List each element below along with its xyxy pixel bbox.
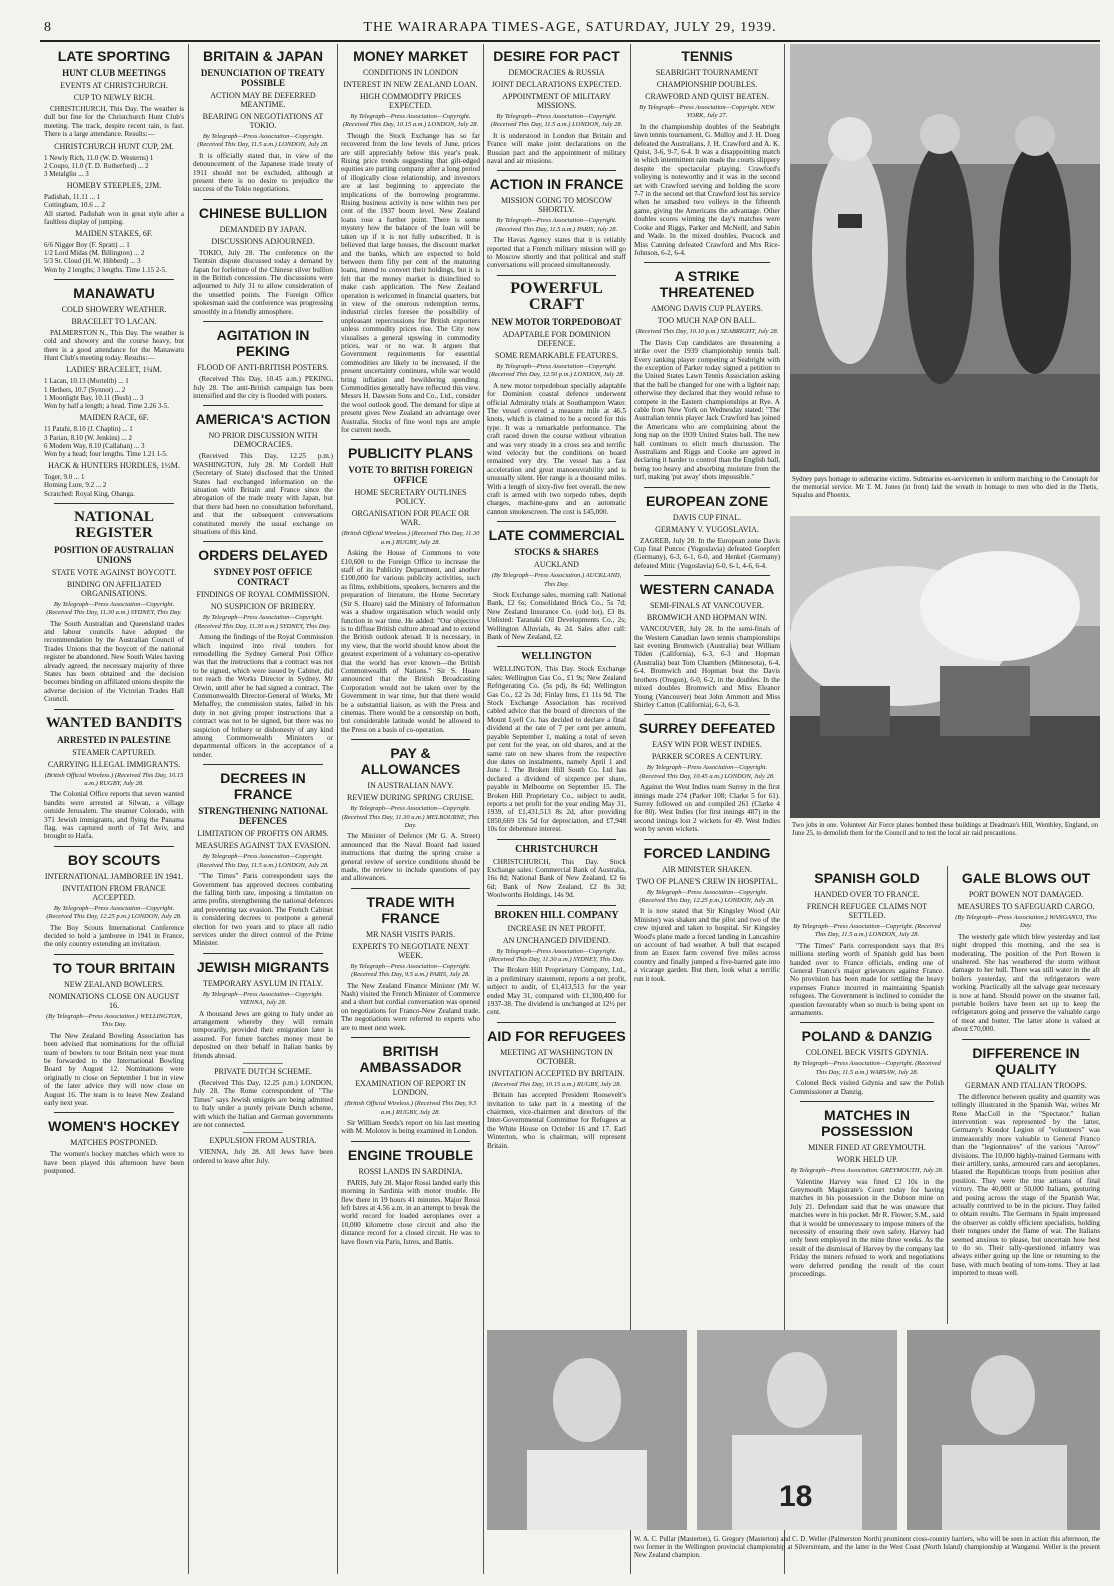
- headline: POLAND & DANZIG: [801, 1028, 933, 1045]
- photo-harrier-pullar: [487, 1330, 687, 1530]
- deck: INCREASE IN NET PROFIT.: [507, 923, 606, 933]
- deck: APPOINTMENT OF MILITARY MISSIONS.: [502, 92, 611, 110]
- divider: [203, 541, 323, 542]
- deck: DAVIS CUP FINAL.: [672, 512, 742, 522]
- credit-line: (British Official Wireless.) (Received This Day, 10.15 a.m.) RUGBY, July 28.: [44, 771, 184, 787]
- headline: MANAWATU: [73, 284, 155, 301]
- race-result: 1 Lacan, 10.13 (Mortelth) ... 1: [44, 377, 129, 386]
- credit-line: By Telegraph—Press Association—Copyright. (Received This Day, 11.30 a.m.) SYDNEY, This Day.: [488, 947, 625, 963]
- article-text: The South Australian and Queensland trades and labour councils have adopted the recommendation by the Australian Council of Trades Unions that the boycott of the national register be abandoned. New South Wales having already agreed, the necessary majority of three States has been obtained and the decision becomes binding on affiliated unions despite the adverse decision of the Victorian Trades Hall Council.: [44, 619, 184, 704]
- deck: PARKER SCORES A CENTURY.: [651, 752, 763, 762]
- deck: INTEREST IN NEW ZEALAND LOAN.: [343, 80, 478, 89]
- headline: PAY & ALLOWANCES: [360, 745, 461, 778]
- article-text: PARIS, July 28. Major Rossi landed early this morning in Sardinia with motor trouble. He flew there in 19 hours 41 minutes. Major Rossi left Istres at 4.56 a.m. in an attempt to break the world record for loaded aeroplanes over a 10,000 kilometre close circuit and also the distance record for a closed circuit. He was to have flown via Paris, Istres, and Battis.: [341, 1178, 480, 1246]
- bombing-photo-image: [790, 516, 1100, 818]
- deck: JOINT DECLARATIONS EXPECTED.: [491, 80, 622, 89]
- deck: CONDITIONS IN LONDON: [362, 68, 459, 77]
- headline: A STRIKE THREATENED: [659, 268, 755, 301]
- harrier-portrait-image: [487, 1330, 687, 1530]
- article-text: The Havas Agency states that it is reliably reported that a French military mission will go to Moscow shortly and that political and staff conversations will proceed simultaneously.: [487, 236, 626, 270]
- article-text: The New Zealand Finance Minister (Mr W. Nash) visited the French Minister of Commerce and a short but cordial conversation was opened on negotiations for Franco-New Zealand trade. The negotiations were referred to experts who are to meet next week.: [341, 981, 480, 1032]
- race-result: Toger, 9.0 ... 1: [44, 473, 85, 482]
- article-text: "The Times" Paris correspondent says that 8½ millions sterling worth of Spanish gold has been handed over to France officials, ending one of General Franco's major grievances against France. No provision has been made for settling the heavy expenses France incurred in maintaining Spanish refugees. The Government is inclined to consider the question favourably when so much is being spent on armaments.: [790, 941, 944, 1018]
- headline: AGITATION IN PEKING: [216, 327, 310, 360]
- race-result: 3 Metalglin ... 3: [44, 170, 89, 179]
- article-text: WELLINGTON, This Day. Stock Exchange sales: Wellington Gas Co., £1 9s; New Zealand Refrigerating Co. (5s pd), 8s 6d; Wellington Gas Co., £2 2s 3d; Finlay Inns, £1 11s 9d. The Stock Exchange Association has received cabled advice that the board of directors of the Mount Lyell Co. has decided to declare a final dividend at the rate of 7 per cent per annum, payable September 1, making a total of seven per cent for the year, on old shares, and at the same rate on new shares from the respective due dates on instalments, namely April 1 and June 1. The Broken Hill South Co. Ltd has declared a dividend of sixpence per share, payable in Melbourne on September 15. The Broken Hill Proprietary Co., subject to audit, reports a net profit for the year ending May 31, 1939, of £1,431,513 8s 2d, after providing £850,669 13s 5d for depreciation, and £7,948 10s for debenture interest.: [487, 665, 626, 834]
- race-result: Won by 2 lengths; 3 lengths. Time 1.15 2-5.: [44, 265, 167, 274]
- race-result: 11 Patahi, 8.10 (J. Chaplin) ... 1: [44, 425, 133, 434]
- race-result: All started. Padishah won in great style after a faultless display of jumping.: [44, 209, 184, 226]
- deck: REVIEW DURING SPRING CRUISE.: [347, 793, 474, 803]
- race-result: Won by half a length; a head. Time 2.26 3-5.: [44, 402, 170, 411]
- race-result: 1 Moonlight Bay, 10.11 (Bush) ... 3: [44, 393, 144, 402]
- divider: [203, 199, 323, 200]
- article-text: The Minister of Defence (Mr G. A. Street) announced that the Naval Board had issued instructions that during the spring cruise a general review of service conditions should be made, the review to include questions of pay and allowances.: [341, 832, 480, 883]
- article-text: It is understood in London that Britain and France will make joint declarations on the Russian pact and the appointment of military naval and air missions.: [487, 131, 626, 166]
- column-5: [634, 44, 780, 1334]
- deck: ADAPTABLE FOR DOMINION DEFENCE.: [502, 329, 611, 348]
- photo-sydney-march: [790, 44, 1100, 472]
- divider: [243, 1063, 283, 1064]
- article-text: Among the findings of the Royal Commission which inquired into rival tenders for remodelling the Sydney General Post Office was that the instructions that a contract was not to be signed, which were issued by Cabinet, did not reach the Works Director in Sydney, Mr Orwin, until after he had signed a contract. The Commonwealth Director-General of Works, Mr Mehaffey, the commission states, failed in his duty in not giving proper instructions that a contract was not to be signed, but there was no suspicion of bribery or dishonesty of any kind among Commonwealth Ministers or departmental officers in the acceptance of a tender.: [193, 633, 333, 759]
- photo-harrier-gregory: [697, 1330, 897, 1530]
- headline: LATE SPORTING: [57, 48, 171, 64]
- race-result: Won by a head; four lengths. Time 1.21 1-5.: [44, 449, 168, 458]
- article-text: VANCOUVER, July 28. In the semi-finals of the Western Canadian lawn tennis championships last evening Bromwich (Australia) beat William Tilden (California), 6-3, 6-3 and Hopman (Australia) beat Tom Chambers (Minnesota), 6-4, 6-4. Bromwich and Hopman beat the Davis brothers (Oregon), 6-0, 6-2, in the doubles. In the mixed doubles Bromwich and Miss Eleanor Young (Vancouver) beat John Ammott and Miss Shirley Catton (California), 6-3, 6-3.: [634, 625, 780, 709]
- credit-line: By Telegraph—Press Association—Copyright. NEW YORK, July 27.: [639, 104, 775, 120]
- subheadline: DENUNCIATION OF TREATY POSSIBLE: [200, 68, 326, 88]
- column-rule: [947, 866, 948, 1324]
- deck: HOME SECRETARY OUTLINES POLICY.: [354, 488, 467, 507]
- credit-line: By Telegraph—Press Association—Copyright. (Received This Day, 11.5 a.m.) WARSAW, July 28.: [793, 1060, 941, 1076]
- divider: [497, 521, 616, 522]
- deck: AUCKLAND: [534, 560, 579, 570]
- credit-line: By Telegraph—Press Association—Copyright. (Received This Day, 11.30 a.m.) SYDNEY, This Day.: [195, 614, 331, 630]
- newspaper-title: THE WAIRARAPA TIMES-AGE, SATURDAY, JULY 29, 1939.: [363, 20, 777, 35]
- article-text: Valentine Harvey was fined £2 10s in the Greymouth Magistrate's Court today for having matches in his possession in the Dobson mine on July 21. Defendant said that he was unaware that matches were in his pocket. Mr R. Flower, S.M., said that it would be unnecessary to impose miners of the necessity of ensuring their own safety. Harvey had only been employed in the mine three weeks. As the result of the dismissal of Harvey by the company last Friday the miners refused to work and negotiations were deferred pending the result of the court proceedings.: [790, 1177, 944, 1278]
- masthead: [40, 14, 1100, 42]
- headline: POWERFUL CRAFT: [510, 279, 603, 313]
- article-text: A thousand Jews are going to Italy under an arrangement whereby they will remain temporarily, provided their emigration later is assured. For future batches money must be deposited on their behalf in Italian banks by friends abroad.: [193, 1009, 333, 1060]
- article-text: (Received This Day, 10.45 a.m.) PEKING, July 28. The anti-British campaign has been intensified and the city is flooded with posters.: [193, 375, 333, 400]
- headline: TO TOUR BRITAIN: [52, 959, 176, 976]
- deck: COLONEL BECK VISITS GDYNIA.: [805, 1048, 929, 1058]
- deck: TEMPORARY ASYLUM IN ITALY.: [203, 978, 323, 988]
- credit-line: By Telegraph—Press Association—Copyright. (Received This Day, 11.5 a.m.) LONDON, July 28.: [490, 113, 623, 129]
- column-3: [341, 44, 480, 1574]
- race-title: MAIDEN STAKES, 6F.: [75, 229, 153, 239]
- subheadline: SYDNEY POST OFFICE CONTRACT: [213, 567, 313, 588]
- race-result: 2 Coupo, 11.0 (T. D. Rutherford) ... 2: [44, 161, 149, 170]
- headline: BRITAIN & JAPAN: [202, 48, 324, 64]
- deck: INVITATION FROM FRANCE ACCEPTED.: [62, 883, 166, 902]
- divider: [800, 1101, 934, 1102]
- deck: FINDINGS OF ROYAL COMMISSION.: [196, 590, 330, 600]
- deck: CRAWFORD AND QUIST BEATEN.: [645, 92, 769, 101]
- column-2: [193, 44, 333, 1574]
- deck: STATE VOTE AGAINST BOYCOTT.: [51, 567, 177, 577]
- deck: MR NASH VISITS PARIS.: [366, 929, 455, 939]
- credit-line: By Telegraph—Press Association. GREYMOUTH, July 28.: [790, 1167, 944, 1175]
- article-text: (Received This Day, 12.25 p.m.) WASHINGTON, July 28. Mr Cordell Hull (Secretary of State) disclosed that the United States had exchanged information on the situation with Britain and France since the abrogation of the trade treaty with Japan, but that there had been no consultation beforehand, and that the subsequent conversations constituted merely the usual exchange on situations of this kind.: [193, 452, 333, 536]
- headline: SPANISH GOLD: [814, 870, 920, 886]
- headline: LATE COMMERCIAL: [488, 527, 625, 544]
- subheadline: STOCKS & SHARES: [514, 547, 599, 558]
- article-text: The women's hockey matches which were to have been played this afternoon have been postponed.: [44, 1150, 184, 1176]
- deck: NO SUSPICION OF BRIBERY.: [210, 602, 316, 612]
- deck: DEMOCRACIES & RUSSIA: [508, 68, 605, 77]
- deck: SEABRIGHT TOURNAMENT: [655, 68, 759, 77]
- deck: FLOOD OF ANTI-BRITISH POSTERS.: [197, 363, 329, 373]
- divider: [497, 646, 616, 647]
- deck: EASY WIN FOR WEST INDIES.: [652, 740, 762, 750]
- jersey-number: 18: [779, 1480, 813, 1513]
- deck: AN UNCHANGED DIVIDEND.: [502, 935, 611, 945]
- column-rule: [188, 44, 189, 1574]
- headline: DECREES IN FRANCE: [220, 770, 306, 803]
- deck: COLD SHOWERY WEATHER.: [61, 304, 167, 314]
- deck: GERMANY V. YUGOSLAVIA.: [655, 524, 759, 534]
- article-text: Though the Stock Exchange has so far recovered from the low levels of June, prices are still appreciably below this year's peak. Rising price trends suggesting that gilt-edged equities are parting company after a long period of illogically close relationship, and investors are at last beginning to appreciate the implications of the borrowing programme. Rising business activity is now within two per cent of the 1937 boom level. New Zealand loans rose a further point. There is some mystery how the balance of the loan will be taken up if it is not fully subscribed. It is believed that large houses, the discount market and the banks, which are expected to hold between them fifty per cent of the maturing loans, intend to convert their holdings, but it is felt that the money market is disinclined to make cash application. The New Zealand operation is welcomed in financial quarters, but in view of the onerous redemption terms, industrial circles foresee the possibility of unpleasant repercussions for British exporters unless commodity prices rise. The City now visualises a general upswing in commodity prices, war or no war. It argues that Government requirements for essential commodities are likely to be increased, if the present uncertainty continues, while war would bring inflation and bewildering spending. Commodities generally have reflected this view. Messrs H. Dawson Sons and Co., Ltd., consider the wool outlook good. The demand for slipe at present gives New Zealand an advantage over Australia. Stocks of fine wool tops are ample for current needs.: [341, 131, 480, 435]
- column-1: [44, 44, 184, 1574]
- headline: PUBLICITY PLANS: [348, 445, 473, 462]
- divider: [243, 1132, 283, 1133]
- deck: MEETING AT WASHINGTON IN OCTOBER.: [500, 1047, 613, 1066]
- subheadline: HUNT CLUB MEETINGS: [62, 68, 166, 78]
- photo-harrier-weller: [907, 1330, 1100, 1530]
- deck: MATCHES POSTPONED.: [70, 1138, 158, 1148]
- divider: [644, 839, 770, 840]
- article-text: CHRISTCHURCH, This Day. The weather is dull but fine for the Christchurch Hunt Club's meeting. The track, despite recent rain, is fast. There is a large attendance. Results:—: [44, 105, 184, 139]
- credit-line: By Telegraph—Press Association—Copyright. (Received This Day, 12.25 p.m.) LONDON, July 28.: [46, 904, 182, 921]
- deck: MEASURES TO SAFEGUARD CARGO.: [957, 902, 1095, 911]
- deck: DISCUSSIONS ADJOURNED.: [211, 236, 315, 246]
- credit-line: By Telegraph—Press Association—Copyright. (Received This Day, 11.5 a.m.) LONDON, July 28.: [197, 133, 329, 149]
- page-number: 8: [44, 20, 51, 35]
- race-result: Scratched: Royal King, Ohanga.: [44, 489, 135, 498]
- article-text: The Colonial Office reports that seven wanted bandits were arrested at Silwan, a village outside Jerusalem. The steamer Colorado, with 371 Jewish immigrants, and flying the Panama flag, was captured north of Tel Aviv, and brought to Haifa.: [44, 790, 184, 841]
- subheadline: VOTE TO BRITISH FOREIGN OFFICE: [348, 465, 473, 486]
- divider: [351, 888, 470, 889]
- deck: HIGH COMMODITY PRICES EXPECTED.: [359, 92, 462, 110]
- divider: [497, 839, 616, 840]
- credit-line: By Telegraph—Press Association—Copyright. (Received This Day, 12.50 p.m.) LONDON, July 28.: [488, 362, 625, 379]
- deck: EXPERTS TO NEGOTIATE NEXT WEEK.: [352, 941, 469, 960]
- photo-bombed-buildings: [790, 516, 1100, 818]
- photo-caption: Sydney pays homage to submarine victims. Submarine ex-servicemen in uniform marching to the Cenotaph for the memorial service. Mr T. M. Jones (in front) laid the wreath in homage to men who died in the Thetis, Squalus and Phoenix.: [792, 476, 1098, 499]
- deck: CUP TO NEWLY RICH.: [73, 93, 155, 102]
- race-result: 1 Hethers, 10.7 (Synnot) ... 2: [44, 385, 126, 394]
- article-text: CHRISTCHURCH, This Day. Stock Exchange sales: Commercial Bank of Australia, 16s 8d; National Bank of New Zealand, £2 6s 6d; Bank of New Zealand, £2 8s 3d; Woolworths Holdings, 14s 9d.: [487, 857, 626, 900]
- column-6b: [952, 866, 1100, 1324]
- deck: AMONG DAVIS CUP PLAYERS.: [651, 304, 763, 314]
- headline: NATIONAL REGISTER: [74, 508, 154, 541]
- column-6a: [790, 866, 944, 1324]
- deck: BEARING ON NEGOTIATIONS AT TOKIO.: [202, 112, 324, 130]
- race-result: 1 Newly Rich, 11.0 (W. D. Westerns) 1: [44, 153, 154, 162]
- divider: [54, 1112, 174, 1113]
- deck: FRENCH REFUGEE CLAIMS NOT SETTLED.: [806, 902, 928, 920]
- column-rule: [483, 44, 484, 1574]
- deck: IN AUSTRALIAN NAVY.: [367, 781, 454, 791]
- deck: MISSION GOING TO MOSCOW SHORTLY.: [500, 196, 613, 215]
- divider: [497, 905, 616, 906]
- article-text: (Received This Day, 12.25 p.m.) LONDON, July 28. The Rome correspondent of "The Times" says Jewish emigrés are being admitted to Italy under a purely private Dutch scheme, with which the Italian and German governments are not connected.: [193, 1079, 333, 1130]
- deck: NOMINATIONS CLOSE ON AUGUST 16.: [48, 991, 180, 1010]
- headline: GALE BLOWS OUT: [961, 870, 1091, 886]
- article-text: Sir William Seeds's report on his last meeting with M. Molotov is being examined in London.: [341, 1118, 480, 1136]
- deck: BINDING ON AFFILIATED ORGANISATIONS.: [66, 579, 162, 598]
- divider: [54, 709, 174, 710]
- deck: DEMANDED BY JAPAN.: [219, 224, 307, 234]
- subheadline: STRENGTHENING NATIONAL DEFENCES: [198, 806, 328, 827]
- deck: CHAMPIONSHIP DOUBLES.: [656, 80, 758, 89]
- headline: AMERICA'S ACTION: [195, 411, 331, 428]
- deck: STEAMER CAPTURED.: [72, 747, 156, 757]
- deck: WORK HELD UP.: [836, 1155, 898, 1165]
- headline: WANTED BANDITS: [45, 714, 183, 731]
- credit-line: (By Telegraph—Press Association.) WELLINGTON, This Day.: [46, 1012, 182, 1029]
- divider: [644, 487, 770, 488]
- deck: AIR MINISTER SHAKEN.: [662, 864, 752, 874]
- deck: ORGANISATION FOR PEACE OR WAR.: [351, 509, 470, 528]
- headline: BOY SCOUTS: [67, 851, 161, 868]
- credit-line: By Telegraph—Press Association—Copyright. (Received This Day, 10.45 a.m.) LONDON, July 28.: [639, 764, 775, 780]
- headline: FORCED LANDING: [643, 844, 771, 861]
- credit-line: (British Official Wireless.) (Received This Day, 11.30 a.m.) RUGBY, July 28.: [341, 530, 480, 546]
- deck: TWO OF PLANE'S CREW IN HOSPITAL.: [636, 876, 778, 886]
- headline: JEWISH MIGRANTS: [196, 958, 330, 975]
- article-text: It is officially stated that, in view of the denouncement of the Japanese trade treaty of 1911 should not be excluded, although at present there is no desire to prejudice the success of the Tokio negotiations.: [193, 151, 333, 194]
- race-result: 6/6 Nigger Boy (F. Spratt) ... 1: [44, 241, 130, 250]
- article-text: TOKIO, July 28. The conference on the Tientsin dispute discussed today a demand by Japan for forfeiture of the Chinese silver bullion in the British concession. The discussions were adjourned to July 31 to allow consideration of the unsettled points. The Foreign Office spokesman said the conference was progressing smoothly in a friendly atmosphere.: [193, 248, 333, 316]
- headline: MATCHES IN POSSESSION: [821, 1107, 913, 1140]
- subheadline: NEW MOTOR TORPEDOBOAT: [491, 316, 622, 327]
- deck: SOME REMARKABLE FEATURES.: [495, 350, 618, 360]
- credit-line: By Telegraph—Press Association—Copyright. (Received This Day, 11.5 a.m.) PARIS, July 28.: [495, 217, 618, 233]
- race-result: 1/2 Lord Midas (M. Billington) ... 2: [44, 249, 145, 258]
- article-text: A new motor torpedoboat specially adaptable for Dominion coastal defence underwent official Admiralty trials at Southampton Water. The vessel covered a measure mile at 46.5 knots, which is claimed to be a record for this type. It was a remarkable performance. The craft raced down the course without vibration and was very steady in a cross sea and terrific wind velocity but the conditions on board remained very dry. The vessel has a fast acceleration and great manoeuvrability and is unusually silent. Her range is a thousand miles. With a length of sixty-five feet overall, the new craft is armed with two torpedo tubes, depth charges, machine-guns and an automatic cannon smokescreen. The cost is £45,000.: [487, 381, 626, 516]
- photo-caption: Two jobs in one. Volunteer Air Force planes bombed these buildings at Deadman's Hill, Wembley, England, on June 25, to demolish them for the Council and to test the local air raid precautions.: [792, 822, 1098, 837]
- deck: ACTION MAY BE DEFERRED MEANTIME.: [210, 91, 316, 109]
- credit-line: (Received This Day, 10.10 p.m.) SEABRIGHT, July 28.: [635, 328, 779, 336]
- headline: CHINESE BULLION: [198, 204, 328, 221]
- headline: ACTION IN FRANCE: [489, 176, 624, 193]
- race-result: 3 Parian, 8.10 (W. Jenkins) ... 2: [44, 433, 133, 442]
- credit-line: By Telegraph—Press Association—Copyright. (Received This Day, 10.15 a.m.) LONDON, July 28.: [342, 113, 479, 129]
- article-text: The westerly gale which blew yesterday and last night dropped this morning, and the sea is moderating. The position of the Port Bowen is unaltered. She has weathered the storm without damage to her hull. There was still water in the aft boilers yesterday, and the refrigerators were working. Practically all the salvage gear necessary is now at hand. Should power on the steamer fail, portable boilers have been set up to keep the refrigerators going and preserve the valuable cargo of meat and butter. The latter alone is valued at about £70,000.: [952, 932, 1100, 1034]
- divider: [497, 275, 616, 276]
- deck: ROSSI LANDS IN SARDINIA.: [358, 1166, 463, 1176]
- column-rule: [337, 44, 338, 1574]
- credit-line: By Telegraph—Press Association—Copyright. (Received This Day, 9.5 a.m.) PARIS, July 28.: [350, 962, 471, 979]
- headline: ORDERS DELAYED: [198, 547, 328, 564]
- march-photo-image: [790, 44, 1100, 472]
- deck: INVITATION ACCEPTED BY BRITAIN.: [488, 1068, 625, 1078]
- divider: [644, 262, 770, 263]
- credit-line: By Telegraph—Press Association—Copyright. (Received This Day, 11.30 a.m.) MELBOURNE, This Day.: [341, 805, 480, 829]
- credit-line: (British Official Wireless.) (Received This Day, 9.5 a.m.) RUGBY, July 28.: [344, 1100, 477, 1116]
- deck: NO PRIOR DISCUSSION WITH DEMOCRACIES.: [208, 431, 318, 450]
- article-text: The Boy Scouts International Conference decided to hold a jamboree in 1941 in France, the only country extending an invitation.: [44, 923, 184, 949]
- race-title: LADIES' BRACELET, 1¼M.: [66, 365, 162, 375]
- divider: [203, 321, 323, 322]
- divider: [644, 714, 770, 715]
- race-result: Cottingham, 10.6 ... 2: [44, 201, 106, 210]
- race-result: 6 Modern Way, 8.10 (Callahan) ... 3: [44, 441, 145, 450]
- subheadline: CHRISTCHURCH: [515, 843, 598, 855]
- race-title: CHRISTCHURCH HUNT CUP, 2M.: [54, 141, 174, 151]
- headline: MONEY MARKET: [353, 48, 468, 64]
- article-text: Stock Exchange sales, morning call: National Bank, £2 6s; Consolidated Brick Co., 5s 7d; New Zealand Insurance Co. (odd lot), £3 8s. Unlisted: Taranaki Oil Developments Co., 2s; Wellington Alluvials, 4s 2d. Sales after call: Bank of New Zealand, £2.: [487, 591, 626, 642]
- article-text: Colonel Beck visited Gdynia and saw the Polish Commissioner at Danzig.: [790, 1079, 944, 1096]
- article-text: The difference between quality and quantity was tellingly illustrated in the Spanish War, writes Mr Rene MacColl in the "Spectator." Italian intervention was represented by the latter, Germany's Kondor Legion of "volunteers" was immeasurably more valuable to General Franco than the "legionnaires" of the various "Arrow" divisions. The 10,000 highly-trained Germans with their artillery, tanks, armoured cars and aeroplanes, blasted the Republican troops from position after position. They were the true artisans of final victory. The 40,000 or 50,000 Italians, gesturing and posing across the stage of the Spanish War, actually contrived to be in the picture. They failed to obtain results. The Germans in Spain impressed the observer as coldly efficient specialists, holding their tongues under the flame of war. The Italians seemed anxious to please, but uncertain how best to do so. Their tally-questioned infantry was always either going up the line or returning to the base, with much beating of tom-toms. They at last imported to mean well.: [952, 1092, 1100, 1278]
- divider: [497, 1022, 616, 1023]
- credit-line: By Telegraph—Press Association—Copyright. (Received This Day, 12.25 p.m.) LONDON, July 28.: [639, 888, 775, 904]
- credit-line: (By Telegraph—Press Association.) WANGANUI, This Day.: [955, 914, 1097, 930]
- article-text: ZAGREB, July 28. In the European zone Davis Cup final Puncec (Yugoslavia) defeated Goepfert (Germany), 6-3, 6-1, 6-0, and Henkel (Germany) defeated Mitic (Yugoslavia) 6-0, 6-1, 4-6, 6-4.: [634, 536, 780, 570]
- deck: MEASURES AGAINST TAX EVASION.: [195, 841, 331, 851]
- article-text: In the championship doubles of the Seabright lawn tennis tournament, G. Mulloy and J. H. Doeg defeated the Australians, J. H. Crawford and A. K. Quist, 3-6, 9-7, 6-4. It was a disappointing match in which intermittent rain made the courts slippery despite the spectacular playing. Crawford's volleying is noteworthy and it was in the second set with Crawford serving and holding the score 7-7 in the second set that Crawford lost his service when he smashed two volleys in the fifteenth game, giving the Americans the advantage. Other doubles scores winning the day's matches were Cooke and Riggs, Parker and McNeill, and Sabin and Wade. In the mixed doubles, Peacock and Miss Canning defeated Crawford and Mrs Rice-Johnson, 6-2, 6-4.: [634, 122, 780, 257]
- deck: TOO MUCH NAP ON BALL.: [657, 316, 757, 326]
- headline: AID FOR REFUGEES: [487, 1027, 626, 1044]
- divider: [497, 170, 616, 171]
- headline: ENGINE TROUBLE: [347, 1146, 474, 1163]
- deck: PRIVATE DUTCH SCHEME.: [214, 1067, 312, 1076]
- deck: LIMITATION OF PROFITS ON ARMS.: [197, 829, 329, 839]
- credit-line: By Telegraph—Press Association—Copyright. (Received This Day, 11.5 a.m.) LONDON, July 28.: [197, 853, 329, 869]
- deck: BROMWICH AND HOPMAN WIN.: [646, 613, 768, 623]
- credit-line: (Received This Day, 10.15 a.m.) RUGBY, July 28.: [491, 1080, 622, 1088]
- deck: INTERNATIONAL JAMBOREE IN 1941.: [44, 871, 184, 881]
- article-text: Against the West Indies team Surrey in the first innings made 274 (Parker 108; Clarke 5 for 61). Surrey followed on and compiled 261 (Clarke 4 for 80). West Indies (for first innings 487) in the second innings lost 2 wickets for 49. West Indies won by seven wickets.: [634, 783, 780, 834]
- subheadline: BROKEN HILL COMPANY: [494, 909, 619, 921]
- headline: DESIRE FOR PACT: [493, 48, 620, 64]
- headline: SURREY DEFEATED: [638, 720, 776, 737]
- deck: MINER FINED AT GREYMOUTH.: [808, 1143, 926, 1153]
- headline: TRADE WITH FRANCE: [366, 893, 455, 926]
- divider: [203, 764, 323, 765]
- credit-line: By Telegraph—Press Association—Copyright. (Received This Day, 11.30 a.m.) SYDNEY, This Day.: [46, 600, 182, 617]
- article-text: Britain has accepted President Roosevelt's invitation to take part in a meeting of the chairmen, vice-chairmen and directors of the Inter-Governmental Committee for Refugees at the White House on October 16 and 17. Earl Winterton, who is chairman, will represent Britain.: [487, 1091, 626, 1150]
- race-title: MAIDEN RACE, 6F.: [79, 413, 149, 423]
- article-text: VIENNA, July 28. All Jews have been ordered to leave after July.: [193, 1148, 333, 1165]
- deck: NEW ZEALAND BOWLERS.: [63, 979, 165, 989]
- divider: [351, 1141, 470, 1142]
- credit-line: By Telegraph—Press Association—Copyright. VIENNA, July 28.: [202, 990, 324, 1007]
- deck: EXAMINATION OF REPORT IN LONDON.: [355, 1079, 466, 1098]
- article-text: PALMERSTON N., This Day. The weather is cold and showery and the course heavy, but there is a good attendance for the Manawatu Hunt Club's meeting today. Results:—: [44, 328, 184, 363]
- divider: [351, 1037, 470, 1038]
- race-result: Padishah, 11.11 ... 1: [44, 193, 101, 202]
- deck: SEMI-FINALS AT VANCOUVER.: [649, 601, 765, 611]
- deck: BRACELET TO LACAN.: [71, 316, 157, 326]
- race-result: 5/3 St. Cloud (H. W. Hibberd) ... 3: [44, 257, 141, 266]
- deck: EXPULSION FROM AUSTRIA.: [209, 1136, 317, 1146]
- divider: [203, 953, 323, 954]
- deck: PORT BOWEN NOT DAMAGED.: [968, 890, 1084, 899]
- credit-line: (By Telegraph—Press Association.) AUCKLAND, This Day.: [491, 572, 622, 588]
- race-result: Homing Lure, 9.2 ... 2: [44, 481, 107, 490]
- headline: BRITISH AMBASSADOR: [359, 1043, 462, 1076]
- headline: TENNIS: [681, 48, 733, 64]
- deck: EVENTS AT CHRISTCHURCH.: [60, 81, 168, 90]
- divider: [54, 279, 174, 280]
- divider: [203, 405, 323, 406]
- headline: DIFFERENCE IN QUALITY: [972, 1044, 1080, 1077]
- divider: [800, 1022, 934, 1023]
- article-text: The Broken Hill Proprietary Company, Ltd., in a preliminary statement, reports a net profit, subject to audit, of £1,413,513 for the year ended May 31, compared with £1,300,400 for 1937-38. The dividend is unchanged at 12½ per cent.: [487, 966, 626, 1017]
- race-title: HOMEBY STEEPLES, 2JM.: [66, 181, 162, 191]
- credit-line: By Telegraph—Press Association—Copyright. (Received This Day, 11.5 a.m.) LONDON, July 28.: [793, 923, 941, 939]
- deck: HANDED OVER TO FRANCE.: [814, 890, 920, 899]
- divider: [644, 575, 770, 576]
- divider: [962, 1039, 1090, 1040]
- deck: CARRYING ILLEGAL IMMIGRANTS.: [47, 759, 181, 769]
- subheadline: WELLINGTON: [521, 651, 592, 663]
- divider: [351, 739, 470, 740]
- article-text: The Davis Cup candidates are threatening a strike over the 1939 championship tennis ball. Every ranking player competing at Seabright with the exception of Parker today signed a petition to the United States Lawn Tennis Association asking that the ball be changed for one with a lighter nap; otherwise they declared that they would refuse to compete in the Eastern championships at Rye. A cable from New York on Wednesday stated: "The Australian tennis player Jack Crawford has joined the Americans who are complaining about the long nap on the 1939 United States ball. The new ball continues to elicit much discussion. The Australians and Riggs and Cooke are agreed in declaring it harder to control than the English ball, being too heavy and absorbing moisture from the turf, making 'put away' shots impossible.": [634, 338, 780, 482]
- photo-caption: W. A. C. Pullar (Masterton), G. Gregory (Masterton) and C. D. Weller (Palmerston North) prominent cross-country harriers, who will be seen in action this afternoon, the two former in the Wellington provincial championship at Silverstream, and the latter in the West Coast (North Island) championship at Wanganui. Weller is the present New Zealand champion.: [634, 1536, 1100, 1559]
- headline: WESTERN CANADA: [639, 581, 775, 598]
- subheadline: POSITION OF AUSTRALIAN UNIONS: [54, 544, 174, 565]
- headline: EUROPEAN ZONE: [645, 492, 769, 509]
- harrier-portrait-image: [907, 1330, 1100, 1530]
- article-text: "The Times" Paris correspondent says the Government has approved decrees combating the falling birth rate, imposing a limitation on arms profits, strengthening the national defences and preventing tax evasion. The French Cabinet is considering decrees to postpone a general election for two years and to place all radio services under the direct control of the Prime Minister.: [193, 872, 333, 948]
- divider: [54, 954, 174, 955]
- article-text: The New Zealand Bowling Association has been advised that nominations for the official team of bowlers to tour Britain next year must be forwarded to the International Bowling Board by August 12. Nominations were originally to close on September 1 but in view of the later advice they will now close on August 16. The team is to leave New Zealand early next year.: [44, 1031, 184, 1107]
- article-text: It is now stated that Sir Kingsley Wood (Air Minister) was shaken and the pilot and two of the crew injured and taken to hospital. Sir Kingsley Wood's plane made a forced landing in Lancashire on account of bad weather. A bull that escaped from an Essex farm covered five miles across country and finally jumped a five-barred gate into a vicarage garden. But then, look what a terrific run it took.: [634, 907, 780, 983]
- subheadline: ARRESTED IN PALESTINE: [57, 734, 171, 745]
- race-title: HACK & HUNTERS HURDLES, 1½M.: [48, 461, 180, 471]
- headline: WOMEN'S HOCKEY: [48, 1118, 180, 1135]
- divider: [54, 846, 174, 847]
- divider: [351, 439, 470, 440]
- divider: [54, 503, 174, 504]
- deck: GERMAN AND ITALIAN TROOPS.: [965, 1080, 1087, 1090]
- article-text: Asking the House of Commons to vote £10,600 to the Foreign Office to increase the staff of its Publicity Department, and another £100,000 for various publicity activities, such as films, exhibitions, speakers, lecturers and the preparation of literature, the Home Secretary (Sir S. Hoare) said the Ministry of Information was a shadow organisation which would only function in war time. He added: "Our objective is to diffuse British culture abroad and to extend the British outlook abroad. It is necessary, in my view, that the world should know about the greatest experiment of a voluntary co-operative that the world has ever known—the British Commonwealth of Nations." Sir S. Hoare announced that the British Broadcasting Corporation would not be taken over by the Government in war time, but that there would be a substantial liaison, as with the Press and cinemas. There would be a censorship on both, but considerable latitude would be allowed to the Press on a basis of co-operation.: [341, 549, 480, 734]
